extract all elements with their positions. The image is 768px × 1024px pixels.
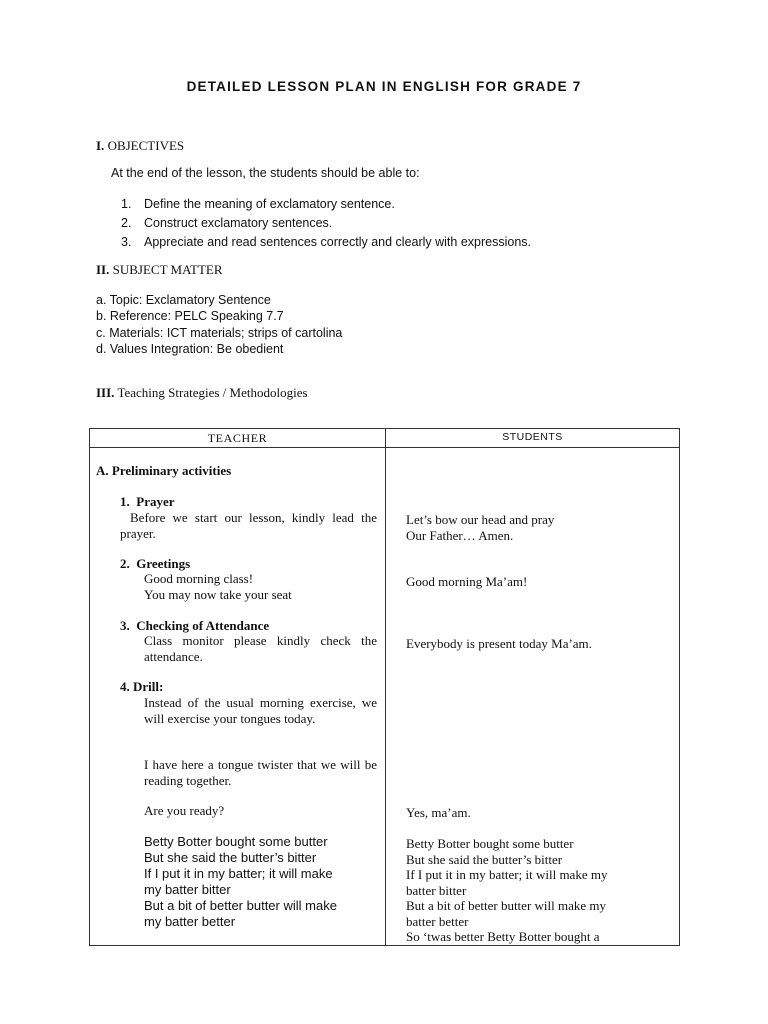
drill-paragraph-1: Instead of the usual morning exercise, we will exercise your tongues today. bbox=[144, 695, 377, 726]
greetings-line-1: Good morning class! bbox=[144, 571, 254, 586]
drill-heading bbox=[120, 679, 163, 695]
greetings-heading bbox=[120, 556, 190, 572]
twister-line: So ‘twas better Betty Botter bought a bbox=[406, 929, 600, 944]
strategies-heading-num: III. bbox=[96, 385, 115, 400]
subject-matter-list bbox=[96, 292, 342, 358]
attendance-text: Class monitor please kindly check the attendance. bbox=[144, 633, 377, 664]
strategies-heading bbox=[96, 385, 308, 401]
objectives-heading bbox=[96, 138, 184, 154]
student-prayer-line-1: Let’s bow our head and pray bbox=[406, 512, 555, 527]
drill-title: Drill: bbox=[133, 679, 164, 694]
twister-line: batter better bbox=[406, 913, 469, 929]
objective-text: Construct exclamatory sentences. bbox=[144, 216, 333, 230]
objective-text: Appreciate and read sentences correctly and clearly with expressions. bbox=[144, 235, 532, 249]
student-attendance: Everybody is present today Ma’am. bbox=[406, 636, 592, 651]
student-tongue-twister bbox=[406, 836, 607, 945]
twister-line: batter bitter bbox=[406, 882, 467, 898]
twister-line: If I put it in my batter; it will make my bbox=[406, 867, 608, 882]
twister-line: But she said the butter’s bitter bbox=[144, 850, 317, 865]
twister-line: Betty Botter bought some butter bbox=[406, 836, 574, 851]
attendance-num: 3. bbox=[120, 618, 130, 633]
students-column-header: STUDENTS bbox=[386, 429, 680, 448]
twister-line: But a bit of better butter will make bbox=[144, 898, 337, 913]
twister-line: If I put it in my batter; it will make bbox=[144, 866, 333, 881]
greetings-line-2: You may now take your seat bbox=[144, 587, 292, 602]
prayer-num: 1. bbox=[120, 494, 130, 509]
twister-line: my batter better bbox=[144, 914, 236, 929]
greetings-num: 2. bbox=[120, 556, 130, 571]
objective-text: Define the meaning of exclamatory sentence. bbox=[144, 197, 395, 211]
preliminary-activities-heading: A. Preliminary activities bbox=[96, 463, 232, 478]
student-ready: Yes, ma’am. bbox=[406, 805, 471, 820]
twister-line: But she said the butter’s bitter bbox=[406, 851, 563, 867]
prayer-title: Prayer bbox=[136, 494, 175, 509]
objectives-heading-text: OBJECTIVES bbox=[107, 138, 185, 153]
student-greeting: Good morning Ma’am! bbox=[406, 574, 528, 589]
document-title: DETAILED LESSON PLAN IN ENGLISH FOR GRADE 7 bbox=[186, 79, 582, 94]
twister-line: Betty Botter bought some butter bbox=[144, 834, 328, 849]
objective-num: 1. bbox=[121, 197, 132, 211]
drill-question: Are you ready? bbox=[144, 803, 225, 818]
objective-item bbox=[121, 214, 531, 233]
table-header-row bbox=[90, 429, 680, 448]
subject-matter-item: b. Reference: PELC Speaking 7.7 bbox=[96, 309, 284, 324]
prayer-heading bbox=[120, 494, 175, 510]
objective-num: 3. bbox=[121, 235, 132, 249]
objectives-intro: At the end of the lesson, the students should be able to: bbox=[111, 166, 420, 180]
table-body-row bbox=[90, 448, 680, 946]
objectives-heading-num: I. bbox=[96, 138, 105, 153]
lesson-table bbox=[89, 428, 680, 946]
twister-line: But a bit of better butter will make my bbox=[406, 898, 607, 913]
twister-line: my batter bitter bbox=[144, 882, 231, 897]
teacher-column-header: TEACHER bbox=[90, 429, 386, 448]
subject-matter-item: d. Values Integration: Be obedient bbox=[96, 342, 284, 357]
objective-num: 2. bbox=[121, 216, 132, 230]
drill-paragraph-2: I have here a tongue twister that we will be reading together. bbox=[144, 757, 377, 788]
objectives-list bbox=[121, 195, 531, 252]
drill-num: 4. bbox=[120, 679, 130, 694]
subject-matter-heading-text: SUBJECT MATTER bbox=[112, 262, 223, 277]
subject-matter-item: a. Topic: Exclamatory Sentence bbox=[96, 293, 271, 307]
subject-matter-heading bbox=[96, 262, 223, 278]
objective-item bbox=[121, 233, 531, 252]
teacher-cell bbox=[90, 448, 386, 946]
students-cell bbox=[386, 448, 680, 946]
objective-item bbox=[121, 195, 531, 214]
attendance-title: Checking of Attendance bbox=[136, 618, 270, 633]
student-prayer-line-2: Our Father… Amen. bbox=[406, 528, 514, 543]
strategies-heading-text: Teaching Strategies / Methodologies bbox=[117, 385, 308, 400]
subject-matter-item: c. Materials: ICT materials; strips of cartolina bbox=[96, 325, 343, 340]
teacher-tongue-twister bbox=[144, 834, 337, 930]
prayer-text: Before we start our lesson, kindly lead the prayer. bbox=[120, 510, 377, 541]
greetings-title: Greetings bbox=[136, 556, 191, 571]
subject-matter-heading-num: II. bbox=[96, 262, 110, 277]
attendance-heading bbox=[120, 618, 269, 634]
